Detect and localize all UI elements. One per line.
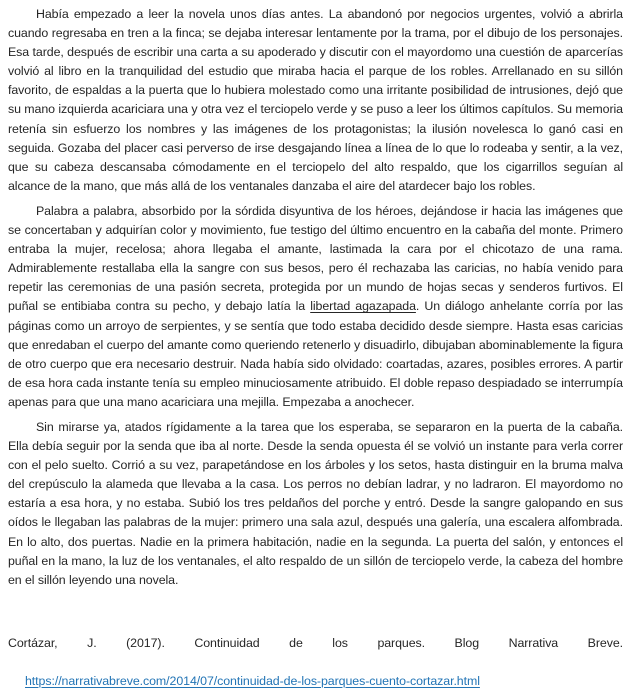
paragraph-2-text-before-underline: Palabra a palabra, absorbido por la sórdida disyuntiva de los héroes, dejándose ir hacia las imágenes que se concertaban y adquirían color y movimiento, fue testigo del último encuentro en la cabaña del monte. Primero entraba la mujer, recelosa; ahora llegaba el amante, lastimada la cara por el chicotazo de una rama. Admirablemente restallaba ella la sangre con sus besos, pero él rechazaba las caricias, no había venido para repetir las ceremonias de una pasión secreta, protegida por un mundo de hojas secas y senderos furtivos. El puñal se entibiaba contra su pecho, y debajo latía la	[8, 203, 623, 314]
reference-url-line	[8, 672, 623, 691]
reference-block	[8, 634, 623, 691]
underlined-phrase: libertad agazapada	[310, 299, 416, 314]
citation-text: Cortázar, J. (2017). Continuidad de los parques. Blog Narrativa Breve.	[8, 635, 623, 650]
paragraph-2-text-after-underline: . Un diálogo anhelante corría por las páginas como un arroyo de serpientes, y se sentía que todo estaba decidido desde siempre. Hasta esas caricias que enredaban el cuerpo del amante como queriendo retenerlo y disuadirlo, dibujaban abominablemente la figura de otro cuerpo que era necesario destruir. Nada había sido olvidado: coartadas, azares, posibles errores. A partir de esa hora cada instante tenía su empleo minuciosamente atribuido. El doble repaso despiadado se interrumpía apenas para que una mano acariciara una mejilla. Empezaba a anochecer.	[8, 299, 623, 409]
citation-line	[8, 634, 623, 672]
paragraph-2	[8, 202, 623, 412]
reference-url-link[interactable]: https://narrativabreve.com/2014/07/continuidad-de-los-parques-cuento-cortazar.html	[25, 674, 480, 688]
paragraph-1: Había empezado a leer la novela unos días antes. La abandonó por negocios urgentes, volvió a abrirla cuando regresaba en tren a la finca; se dejaba interesar lentamente por la trama, por el dibujo de los personajes. Esa tarde, después de escribir una carta a su apoderado y discutir con el mayordomo una cuestión de aparcerías volvió al libro en la tranquilidad del estudio que miraba hacia el parque de los robles. Arrellanado en su sillón favorito, de espaldas a la puerta que lo hubiera molestado como una irritante posibilidad de intrusiones, dejó que su mano izquierda acariciara una y otra vez el terciopelo verde y se puso a leer los últimos capítulos. Su memoria retenía sin esfuerzo los nombres y las imágenes de los protagonistas; la ilusión novelesca lo ganó casi en seguida. Gozaba del placer casi perverso de irse desgajando línea a línea de lo que lo rodeaba y sentir, a la vez, que su cabeza descansaba cómodamente en el terciopelo del alto respaldo, que los cigarrillos seguían al alcance de la mano, que más allá de los ventanales danzaba el aire del atardecer bajo los robles.	[8, 7, 623, 193]
paragraph-3: Sin mirarse ya, atados rígidamente a la tarea que los esperaba, se separaron en la puerta de la cabaña. Ella debía seguir por la senda que iba al norte. Desde la senda opuesta él se volvió un instante para verla correr con el pelo suelto. Corrió a su vez, parapetándose en los árboles y los setos, hasta distinguir en la bruma malva del crepúsculo la alameda que llevaba a la casa. Los perros no debían ladrar, y no ladraron. El mayordomo no estaría a esa hora, y no estaba. Subió los tres peldaños del porche y entró. Desde la sangre galopando en sus oídos le llegaban las palabras de la mujer: primero una sala azul, después una galería, una escalera alfombrada. En lo alto, dos puertas. Nadie en la primera habitación, nadie en la segunda. La puerta del salón, y entonces el puñal en la mano, la luz de los ventanales, el alto respaldo de un sillón de terciopelo verde, la cabeza del hombre en el sillón leyendo una novela.	[8, 419, 623, 587]
